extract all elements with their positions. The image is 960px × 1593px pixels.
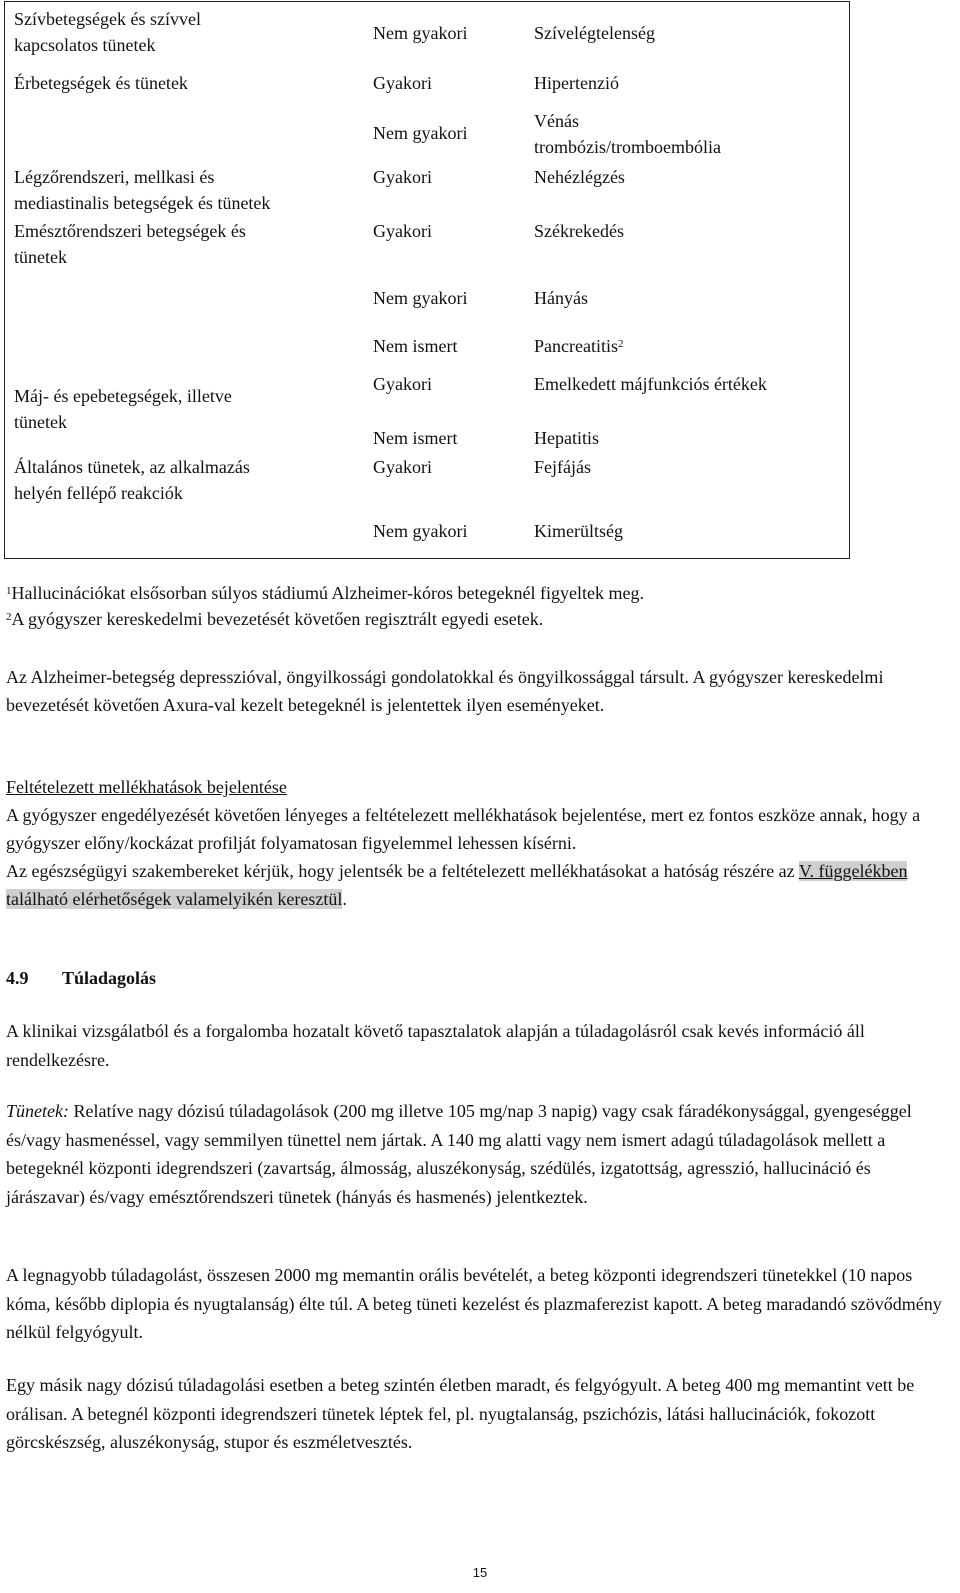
footnote-text: Hallucinációkat elsősorban súlyos stádiumú Alzheimer-kóros betegeknél figyeltek meg. [11, 583, 644, 603]
footnote-reference: 2 [617, 338, 624, 350]
table-cell-adverse-reaction: Hepatitis [534, 428, 599, 448]
table-cell-organ-class: Emésztőrendszeri betegségek és tünetek [14, 221, 246, 267]
table-cell-organ-class: Légzőrendszeri, mellkasi és mediastinalis betegségek és tünetek [14, 167, 271, 213]
table-cell-frequency: Gyakori [373, 457, 432, 477]
appendix-v-link[interactable]: V. függelékben [798, 861, 908, 881]
reporting-p2-text: Az egészségügyi szakembereket kérjük, hogy jelentsék be a feltételezett mellékhatásokat a hatóság részére az [6, 861, 799, 881]
table-cell-adverse-reaction: Székrekedés [534, 221, 624, 241]
symptoms-text: Relatíve nagy dózisú túladagolások (200 mg illetve 105 mg/nap 3 napig) vagy csak fáradékonysággal, gyengeséggel és/vagy hasmenéssel, vagy semmilyen tünettel nem jártak. A 140 mg alatti vagy nem ismert adagú túladagolások mellett a betegeknél központi idegrendszeri (zavartság, álmosság, aluszékonyság, szédülés, izgatottság, agresszió, hallucináció és járászavar) és/vagy emésztőrendszeri tünetek (hányás és hasmenés) jelentkeztek. [6, 1101, 912, 1207]
section-title: Túladagolás [62, 968, 157, 988]
reporting-title: Feltételezett mellékhatások bejelentése [6, 777, 287, 797]
overdose-intro-paragraph: A klinikai vizsgálatból és a forgalomba hozatalt követő tapasztalatok alapján a túladagolásról csak kevés információ áll rendelkezésre. [6, 1021, 865, 1070]
table-cell-adverse-reaction: Emelkedett májfunkciós értékek [534, 374, 767, 394]
section-heading [6, 964, 156, 993]
table-cell-organ-class: Máj- és epebetegségek, illetve tünetek [14, 386, 232, 432]
table-cell-frequency: Nem ismert [373, 428, 458, 448]
reporting-paragraph-1: A gyógyszer engedélyezését követően lényeges a feltételezett mellékhatások bejelentése, mert ez fontos eszköze annak, hogy a gyógyszer előny/kockázat profilját folyamatosan figyelemmel lehessen kísérni. [6, 805, 921, 853]
adverse-reactions-table [4, 1, 850, 559]
table-cell-organ-class: Általános tünetek, az alkalmazás helyén fellépő reakciók [14, 457, 250, 503]
largest-overdose-paragraph: A legnagyobb túladagolást, összesen 2000 mg memantin orális bevételét, a beteg központi idegrendszeri tünetekkel (10 napos kóma, később diplopia és nyugtalanság) élte túl. A beteg tüneti kezelést és plazmaferezist kapott. A beteg maradandó szövődmény nélkül felgyógyult. [6, 1265, 942, 1342]
table-cell-adverse-reaction: Fejfájás [534, 457, 591, 477]
footnote-text: A gyógyszer kereskedelmi bevezetését követően regisztrált egyedi esetek. [11, 609, 544, 629]
table-cell-frequency: Nem gyakori [373, 123, 468, 143]
reporting-p2-highlight: található elérhetőségek valamelyikén keresztül [6, 889, 343, 909]
table-cell-adverse-reaction: Szívelégtelenség [534, 23, 655, 43]
table-cell-frequency: Gyakori [373, 167, 432, 187]
symptoms-paragraph [6, 1097, 946, 1211]
reporting-paragraph-2 [6, 857, 946, 913]
table-cell-adverse-reaction: Hányás [534, 288, 588, 308]
symptoms-label: Tünetek: [6, 1101, 69, 1121]
table-cell-organ-class: Szívbetegségek és szívvel kapcsolatos tünetek [14, 9, 201, 55]
reporting-section [6, 773, 946, 913]
footnote-2 [6, 606, 543, 632]
reporting-p2-end: . [342, 889, 347, 909]
alzheimer-paragraph: Az Alzheimer-betegség depresszióval, öngyilkossági gondolatokkal és öngyilkossággal társult. A gyógyszer kereskedelmi bevezetését követően Axura-val kezelt betegeknél is jelentettek ilyen eseményeket. [6, 667, 884, 715]
footnote-1 [6, 580, 644, 606]
section-number: 4.9 [6, 968, 29, 988]
table-cell-adverse-reaction: Vénás trombózis/tromboembólia [534, 111, 721, 157]
table-cell-adverse-reaction: Kimerültség [534, 521, 623, 541]
table-cell-adverse-reaction: Pancreatitis$^2$ [534, 336, 624, 356]
table-cell-organ-class: Érbetegségek és tünetek [14, 73, 188, 93]
table-cell-adverse-reaction: Nehézlégzés [534, 167, 625, 187]
table-cell-frequency: Nem gyakori [373, 288, 468, 308]
table-cell-frequency: Gyakori [373, 73, 432, 93]
table-cell-frequency: Nem gyakori [373, 521, 468, 541]
table-cell-frequency: Gyakori [373, 374, 432, 394]
page-number: 15 [472, 1565, 488, 1580]
footnote-mark: 1 [6, 585, 12, 597]
footnote-mark: 2 [6, 611, 12, 623]
table-cell-frequency: Nem gyakori [373, 23, 468, 43]
table-cell-frequency: Gyakori [373, 221, 432, 241]
another-overdose-paragraph: Egy másik nagy dózisú túladagolási esetben a beteg szintén életben maradt, és felgyógyult. A beteg 400 mg memantint vett be orálisan. A betegnél központi idegrendszeri tünetek léptek fel, pl. nyugtalanság, pszichózis, látási hallucinációk, fokozott görcskészség, aluszékonyság, stupor és eszméletvesztés. [6, 1375, 915, 1452]
table-cell-frequency: Nem ismert [373, 336, 458, 356]
table-cell-adverse-reaction: Hipertenzió [534, 73, 619, 93]
